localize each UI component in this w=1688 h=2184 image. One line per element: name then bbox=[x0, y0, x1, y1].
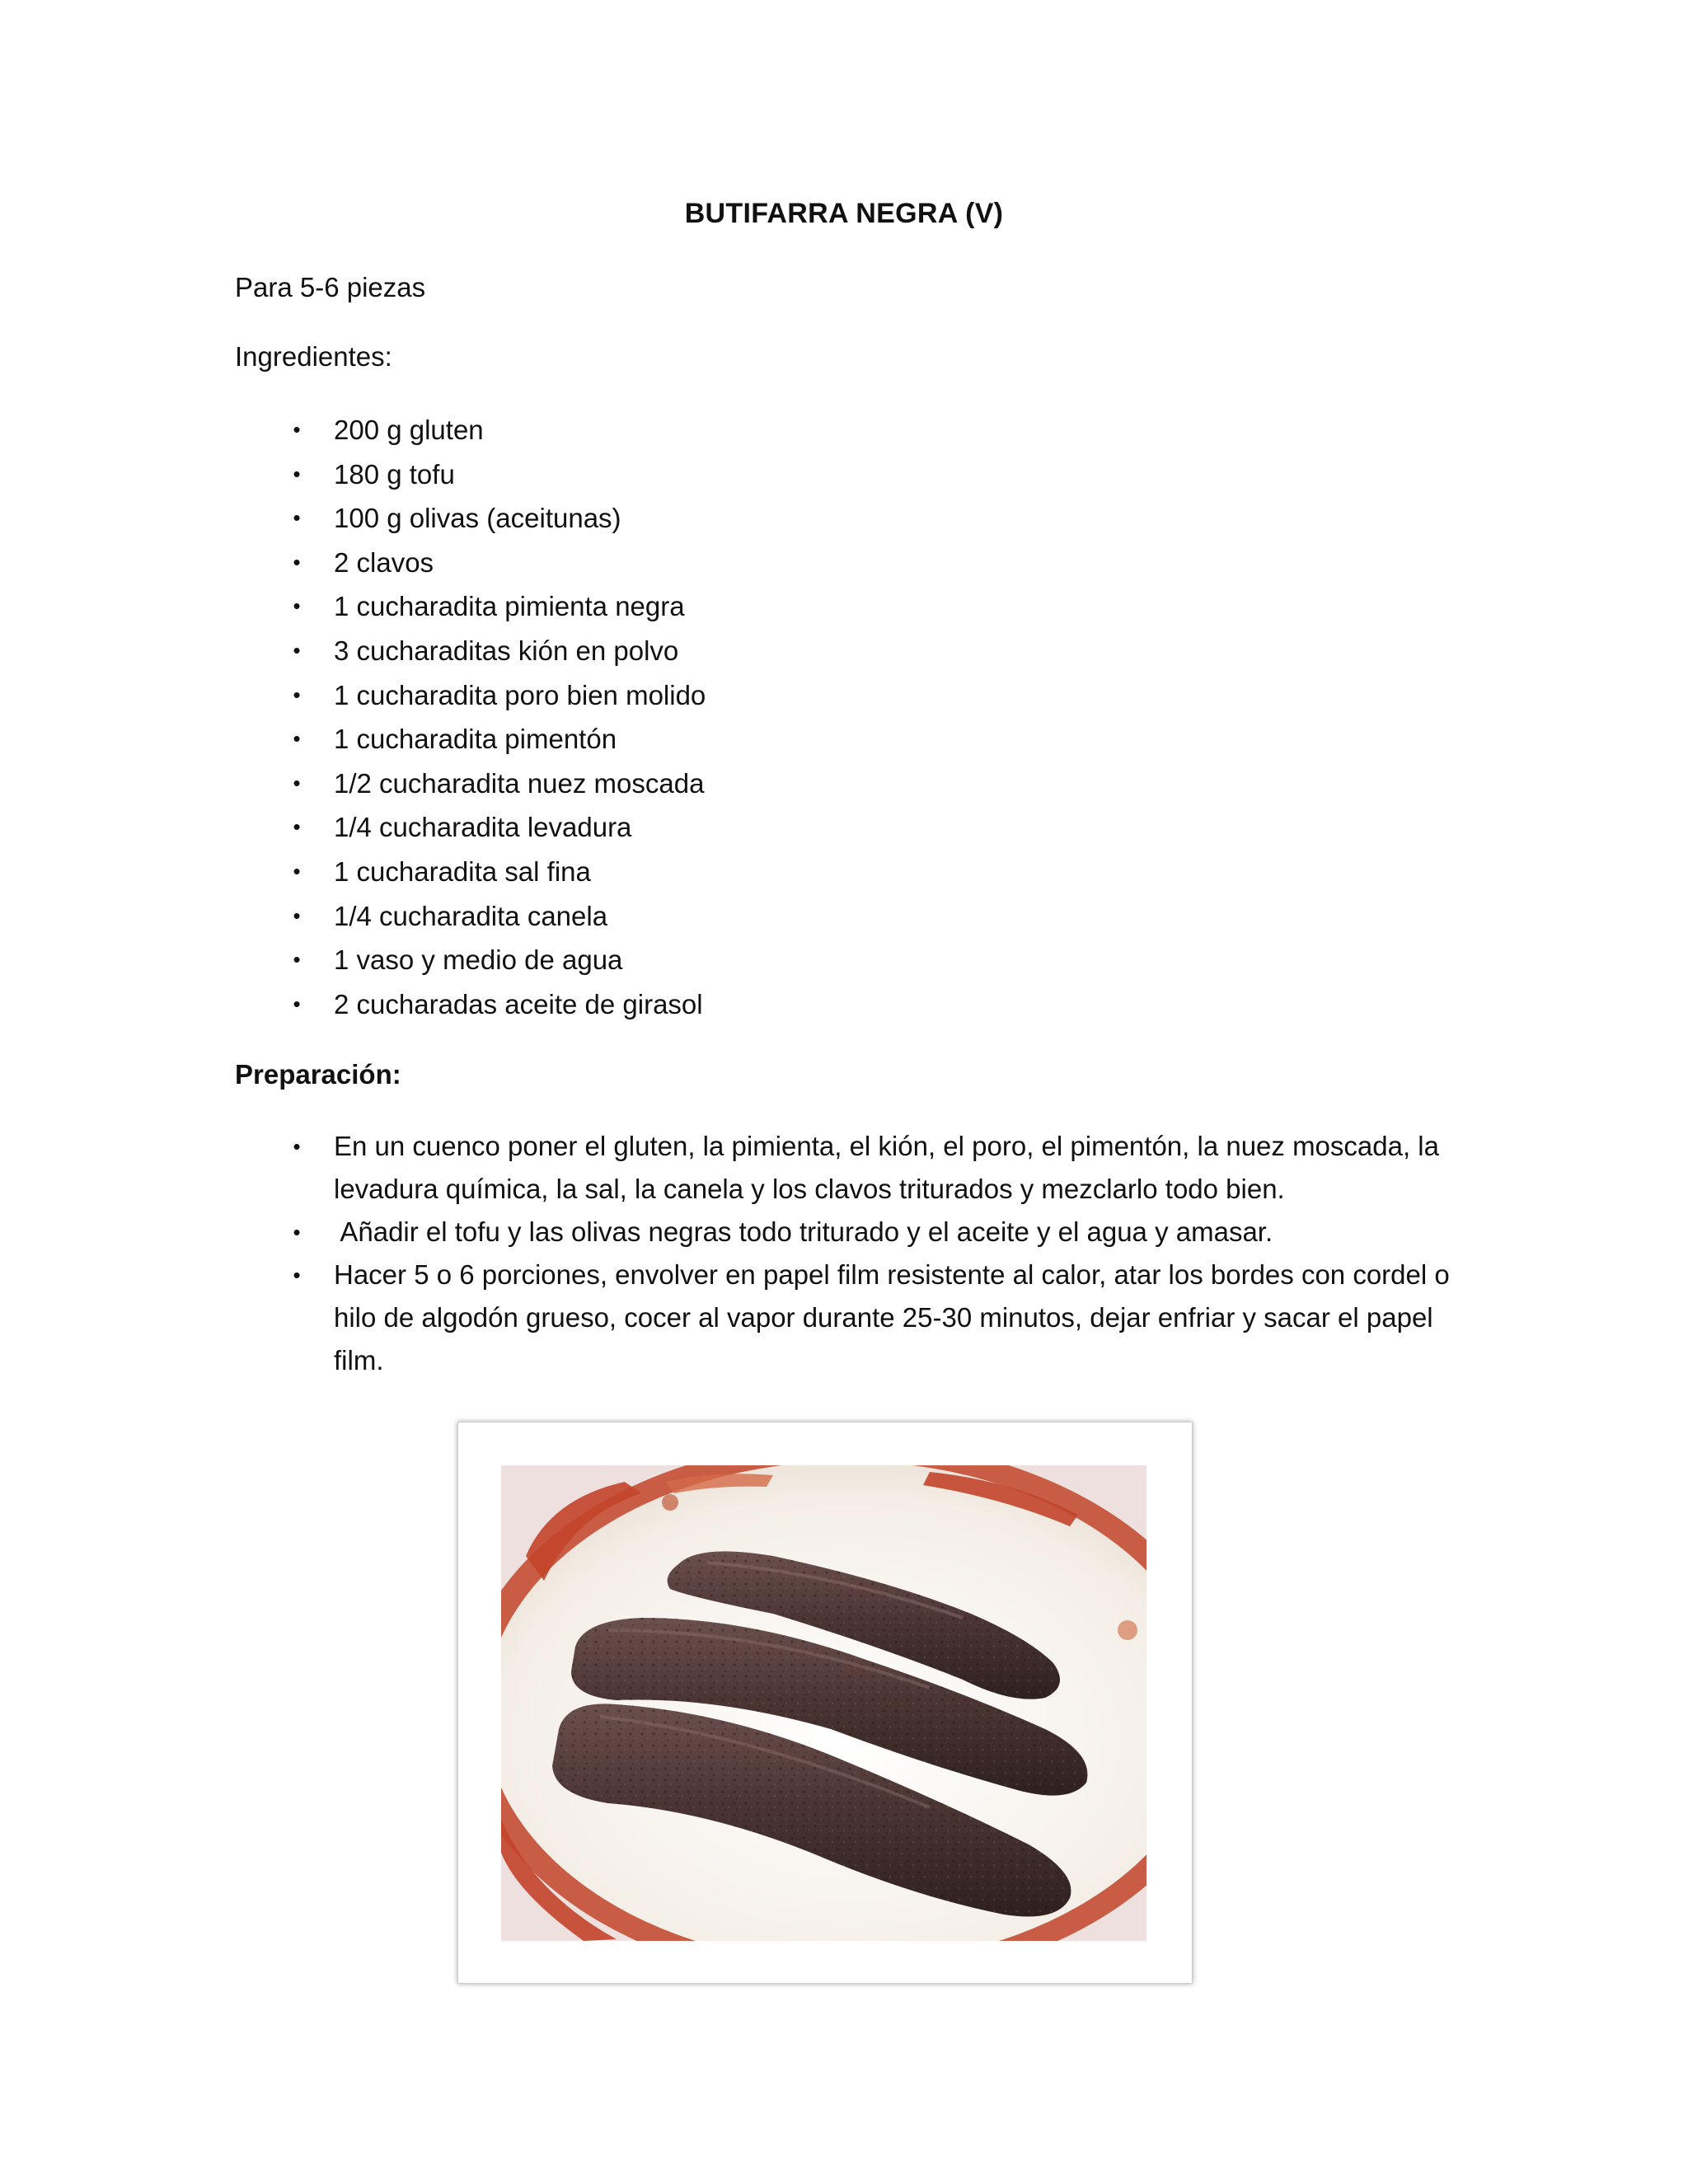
ingredient-item bbox=[235, 938, 706, 982]
ingredient-item bbox=[235, 805, 706, 850]
bullet-icon: • bbox=[293, 1220, 301, 1244]
bullet-icon: • bbox=[293, 593, 301, 619]
ingredient-text: 1/4 cucharadita canela bbox=[334, 900, 608, 931]
ingredient-text: 1 cucharadita poro bien molido bbox=[334, 679, 706, 710]
ingredient-item bbox=[235, 894, 706, 939]
recipe-photo-frame bbox=[457, 1422, 1193, 1984]
bullet-icon: • bbox=[293, 991, 301, 1016]
preparation-step bbox=[235, 1125, 1471, 1211]
preparation-steps bbox=[235, 1125, 1471, 1382]
ingredients-heading: Ingredientes: bbox=[235, 341, 392, 372]
ingredient-text: 1 cucharadita pimienta negra bbox=[334, 591, 685, 622]
ingredient-text: 1/2 cucharadita nuez moscada bbox=[334, 767, 705, 799]
preparation-step bbox=[235, 1211, 1471, 1254]
bullet-icon: • bbox=[293, 858, 301, 883]
preparation-step bbox=[235, 1254, 1471, 1382]
recipe-title: BUTIFARRA NEGRA (V) bbox=[684, 198, 1004, 229]
ingredient-text: 2 cucharadas aceite de girasol bbox=[334, 988, 703, 1019]
ingredient-text: 100 g olivas (aceitunas) bbox=[334, 503, 621, 534]
ingredient-item bbox=[235, 584, 706, 629]
ingredient-text: 3 cucharaditas kión en polvo bbox=[334, 635, 679, 666]
ingredient-text: 1 cucharadita pimentón bbox=[334, 724, 617, 755]
ingredient-item bbox=[235, 982, 706, 1027]
preparation-heading: Preparación: bbox=[235, 1059, 401, 1090]
bullet-icon: • bbox=[293, 549, 301, 574]
step-text: En un cuenco poner el gluten, la pimienta, el kión, el poro, el pimentón, la nuez moscada, la levadura química, la sal, la canela y los clavos triturados y mezclarlo todo bien. bbox=[334, 1131, 1439, 1204]
bullet-icon: • bbox=[293, 947, 301, 972]
ingredient-item bbox=[235, 452, 706, 497]
ingredient-item bbox=[235, 496, 706, 541]
ingredient-item bbox=[235, 850, 706, 894]
recipe-yield: Para 5-6 piezas bbox=[235, 272, 426, 302]
sausages-photo-icon bbox=[501, 1465, 1146, 1941]
ingredient-text: 200 g gluten bbox=[334, 415, 484, 445]
bullet-icon: • bbox=[293, 1134, 301, 1159]
ingredient-text: 1/4 cucharadita levadura bbox=[334, 812, 632, 843]
ingredient-text: 2 clavos bbox=[334, 546, 434, 578]
bullet-icon: • bbox=[293, 1263, 301, 1287]
bullet-icon: • bbox=[293, 770, 301, 795]
bullet-icon: • bbox=[293, 726, 301, 752]
ingredient-item bbox=[235, 762, 706, 806]
bullet-icon: • bbox=[293, 814, 301, 840]
bullet-icon: • bbox=[293, 461, 301, 486]
ingredient-text: 1 vaso y medio de agua bbox=[334, 944, 623, 976]
ingredient-text: 180 g tofu bbox=[334, 458, 455, 490]
bullet-icon: • bbox=[293, 682, 301, 707]
ingredient-item bbox=[235, 629, 706, 673]
ingredient-item bbox=[235, 717, 706, 762]
bullet-icon: • bbox=[293, 637, 301, 663]
bullet-icon: • bbox=[293, 417, 301, 442]
recipe-photo bbox=[501, 1465, 1146, 1941]
bullet-icon: • bbox=[293, 505, 301, 531]
ingredient-text: 1 cucharadita sal fina bbox=[334, 855, 591, 887]
step-text: Hacer 5 o 6 porciones, envolver en papel film resistente al calor, atar los bordes con cordel o hilo de algodón grueso, cocer al vapor durante 25-30 minutos, dejar enfriar y sacar el papel film. bbox=[334, 1259, 1450, 1376]
ingredient-item bbox=[235, 541, 706, 585]
bullet-icon: • bbox=[293, 902, 301, 928]
ingredients-list bbox=[235, 408, 706, 1026]
ingredient-item bbox=[235, 408, 706, 452]
ingredient-item bbox=[235, 673, 706, 718]
step-text: Añadir el tofu y las olivas negras todo triturado y el aceite y el agua y amasar. bbox=[334, 1216, 1273, 1247]
